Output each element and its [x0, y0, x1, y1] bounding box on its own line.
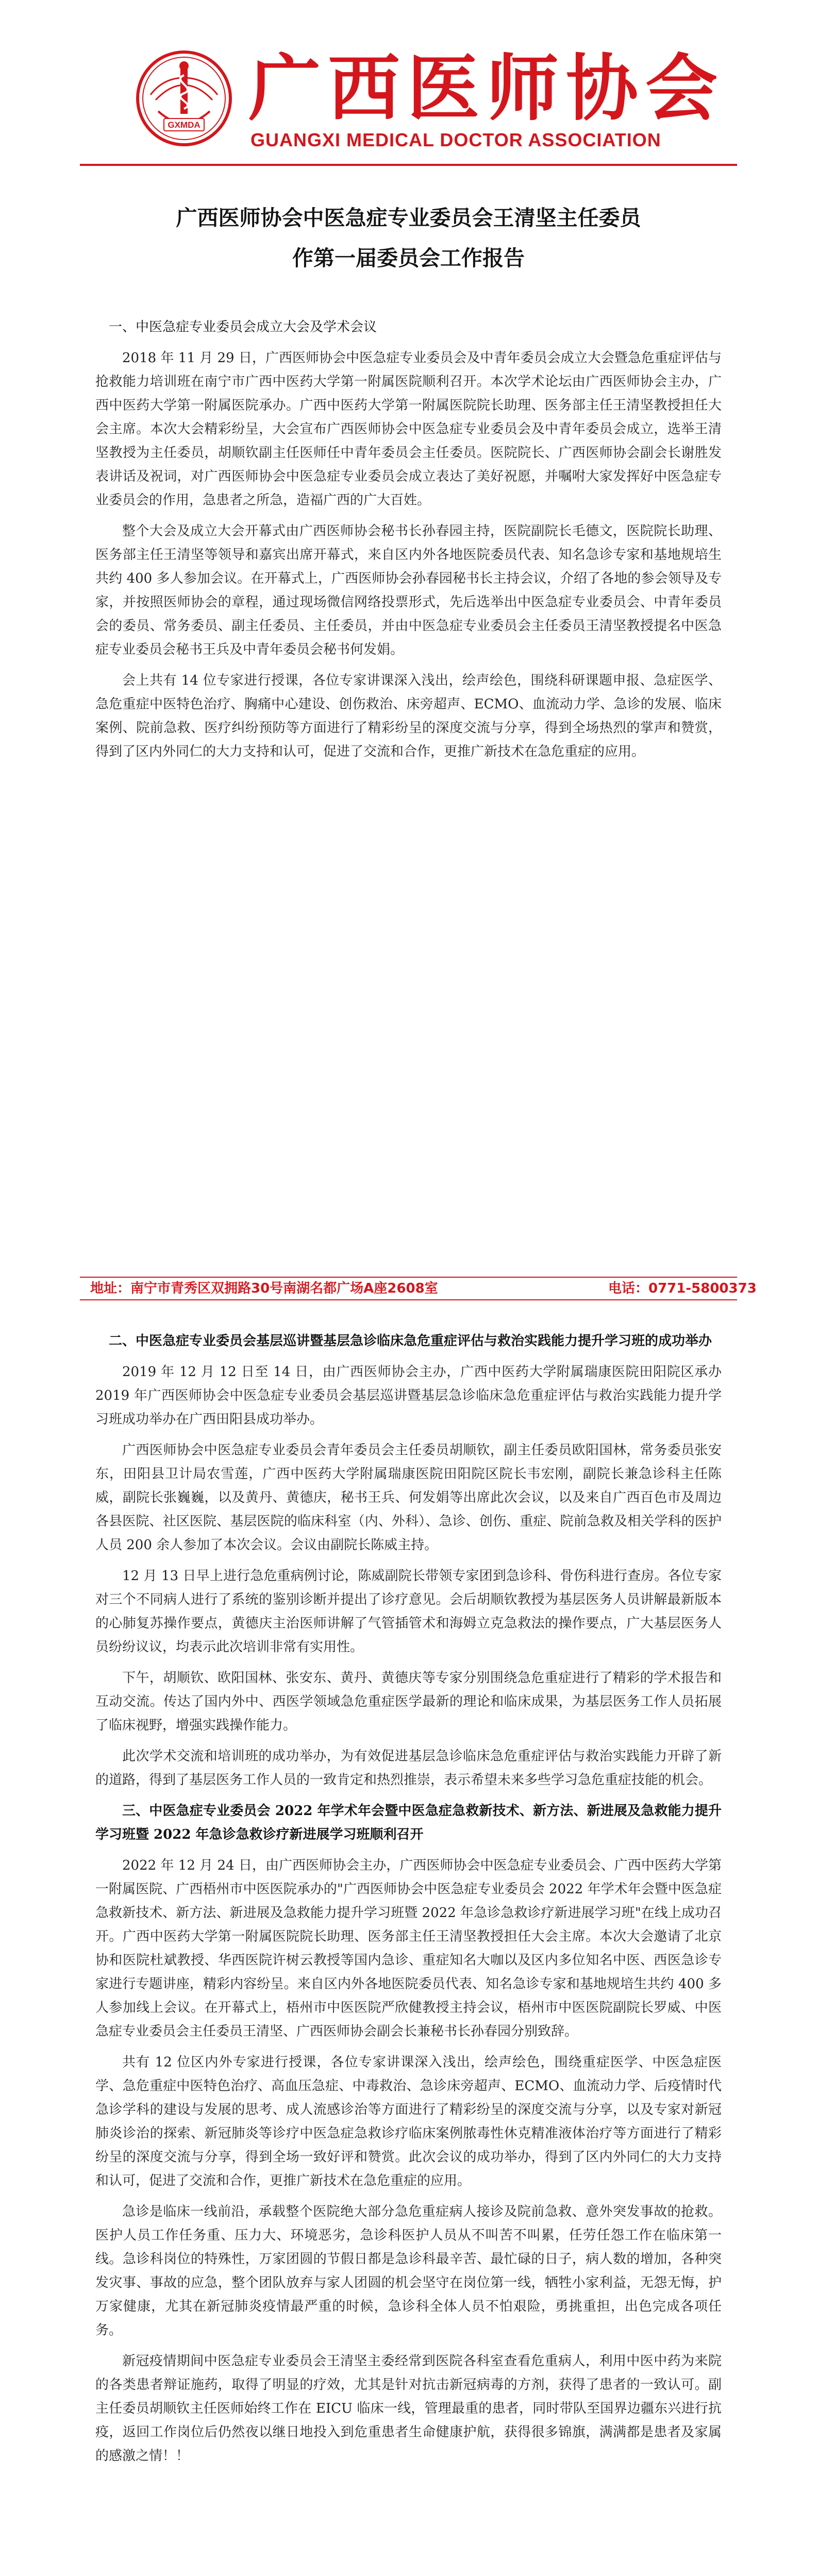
section-2-paragraph: 此次学术交流和培训班的成功举办，为有效促进基层急诊临床急危重症评估与救治实践能力开辟了新的道路，得到了基层医务工作人员的一致肯定和热烈推崇，表示希望未来多些学习急危重症技能的机会。 — [95, 1749, 722, 1788]
logo-text: GXMDA — [168, 120, 201, 130]
header-divider — [80, 164, 737, 166]
document-title-line-1: 广西医师协会中医急症专业委员会王清坚主任委员 — [176, 206, 641, 230]
section-2 — [95, 1329, 722, 2468]
section-1-heading: 一、中医急症专业委员会成立大会及学术会议 — [109, 319, 377, 335]
association-logo-icon — [135, 49, 233, 147]
footer-divider-top — [80, 1277, 737, 1278]
org-name-cn: 广西医师协会 — [248, 47, 725, 131]
footer-address-bar — [0, 1277, 818, 1300]
section-1-paragraph: 会上共有 14 位专家进行授课，各位专家讲课深入浅出，绘声绘色，围绕科研课题申报、急症医学、急危重症中医特色治疗、胸痛中心建设、创伤救治、床旁超声、ECMO、血流动力学、急诊的发展、临床案例、院前急救、医疗纠纷预防等方面进行了精彩纷呈的深度交流与分享，得到全场热烈的掌声和赞赏，得到了区内外同仁的大力支持和认可，促进了交流和合作，更推广新技术在急危重症的应用。 — [95, 673, 722, 759]
section-3-paragraph: 新冠疫情期间中医急症专业委员会王清坚主委经常到医院各科室查看危重病人，利用中医中药为来院的各类患者辩证施药，取得了明显的疗效，尤其是针对抗击新冠病毒的方剂，获得了患者的一致认可。副主任委员胡顺钦主任医师始终工作在 EICU 临床一线，管理最重的患者，同时带队至国界边疆东兴进行抗疫，返回工作岗位后仍然夜以继日地投入到危重患者生命健康护航，获得很多锦旗，满满都是患者及家属的感激之情！！ — [95, 2353, 722, 2464]
section-2-paragraph: 广西医师协会中医急症专业委员会青年委员会主任委员胡顺钦，副主任委员欧阳国林，常务委员张安东，田阳县卫计局农雪莲，广西中医药大学附属瑞康医院田阳院区院长韦宏刚，副院长兼急诊科主任陈威，副院长张巍巍，以及黄丹、黄德庆，秘书王兵、何发娟等出席此次会议，以及来自广西百色市及周边各县医院、社区医院、基层医院的临床科室（内、外科）、急诊、创伤、重症、院前急救及相关学科的医护人员 200 余人参加了本次会议。会议由副院长陈威主持。 — [95, 1443, 722, 1553]
footer-phone: 电话：0771-5800373 — [608, 1281, 757, 1296]
section-2-heading: 二、中医急症专业委员会基层巡讲暨基层急诊临床急危重症评估与救治实践能力提升学习班的成功举办 — [109, 1333, 712, 1349]
letterhead — [0, 0, 818, 170]
section-3-paragraph: 2022 年 12 月 24 日，由广西医师协会主办，广西医师协会中医急症专业委员会、广西中医药大学第一附属医院、广西梧州市中医医院承办的"广西医师协会中医急症专业委员会 2022 年学术年会暨中医急症急救新技术、新方法、新进展及急救能力提升学习班暨 2022 年急诊急救诊疗新进展学习班"在线上成功召开。广西中医药大学第一附属医院院长助理、医务部主任王清坚教授担任大会主席。本次大会邀请了北京协和医院杜斌教授、华西医院许树云教授等国内急诊、重症知名大咖以及区内多位知名中医、西医急诊专家进行专题讲座，精彩内容纷呈。来自区内外各地医院委员代表、知名急诊专家和基地规培生共约 400 多人参加线上会议。在开幕式上，梧州市中医医院严欣健教授主持会议，梧州市中医医院副院长罗威、中医急症专业委员会主任委员王清坚、广西医师协会副会长兼秘书长孙春园分别致辞。 — [95, 1858, 722, 2039]
section-3-paragraph: 共有 12 位区内外专家进行授课，各位专家讲课深入浅出，绘声绘色，围绕重症医学、中医急症医学、急危重症中医特色治疗、高血压急症、中毒救治、急诊床旁超声、ECMO、血流动力学、后疫情时代急诊学科的建设与发展的思考、成人流感诊治等方面进行了精彩纷呈的深度交流与分享，以及专家对新冠肺炎诊治的探索、新冠肺炎等诊疗中医急症急救诊疗临床案例脓毒性休克精准液体治疗等方面进行了精彩纷呈的深度交流与分享，得到全场一致好评和赞赏。此次会议的成功举办，得到了区内外同仁的大力支持和认可，促进了交流和合作，更推广新技术在急危重症的应用。 — [95, 2055, 722, 2189]
org-name-en: GUANGXI MEDICAL DOCTOR ASSOCIATION — [251, 129, 661, 150]
document-title-line-2: 作第一届委员会工作报告 — [292, 246, 525, 270]
section-1-paragraph: 2018 年 11 月 29 日，广西医师协会中医急症专业委员会及中青年委员会成立大会暨急危重症评估与抢救能力培训班在南宁市广西中医药大学第一附属医院顺利召开。本次学术论坛由广西医师协会主办，广西中医药大学第一附属医院承办。广西中医药大学第一附属医院院长助理、医务部主任王清坚教授担任大会主席。本次大会精彩纷呈，大会宣布广西医师协会中医急症专业委员会及中青年委员会成立，选举王清坚教授为主任委员，胡顺钦副主任医师任中青年委员会主任委员。医院院长、广西医师协会副会长谢胜发表讲话及祝词，对广西医师协会中医急症专业委员会成立表达了美好祝愿，并嘱咐大家发挥好中医急症专业委员会的作用，急患者之所急，造福广西的广大百姓。 — [95, 350, 722, 508]
section-2-paragraph: 2019 年 12 月 12 日至 14 日，由广西医师协会主办，广西中医药大学附属瑞康医院田阳院区承办 2019 年广西医师协会中医急症专业委员会基层巡讲暨基层急诊临床急危重症评估与救治实践能力提升学习班成功举办在广西田阳县成功举办。 — [95, 1364, 722, 1427]
section-1 — [95, 315, 722, 764]
footer-divider-bottom — [80, 1299, 737, 1300]
section-3-heading: 三、中医急症专业委员会 2022 年学术年会暨中医急症急救新技术、新方法、新进展及急救能力提升学习班暨 2022 年急诊急救诊疗新进展学习班顺利召开 — [95, 1803, 722, 1842]
document-title — [80, 198, 737, 278]
section-2-paragraph: 12 月 13 日早上进行急危重病例讨论，陈威副院长带领专家团到急诊科、骨伤科进行查房。各位专家对三个不同病人进行了系统的鉴别诊断并提出了诊疗意见。会后胡顺钦教授为基层医务人员讲解最新版本的心肺复苏操作要点，黄德庆主治医师讲解了气管插管术和海姆立克急救法的操作要点，广大基层医务人员纷纷议议，均表示此次培训非常有实用性。 — [95, 1568, 722, 1655]
section-2-paragraph: 下午，胡顺钦、欧阳国林、张安东、黄丹、黄德庆等专家分别围绕急危重症进行了精彩的学术报告和互动交流。传达了国内外中、西医学领域急危重症医学最新的理论和临床成果，为基层医务工作人员拓展了临床视野，增强实践操作能力。 — [95, 1670, 722, 1733]
section-1-paragraph: 整个大会及成立大会开幕式由广西医师协会秘书长孙春园主持，医院副院长毛德文，医院院长助理、医务部主任王清坚等领导和嘉宾出席开幕式，来自区内外各地医院委员代表、知名急诊专家和基地规培生共约 400 多人参加会议。在开幕式上，广西医师协会孙春园秘书长主持会议，介绍了各地的参会领导及专家，并按照医师协会的章程，通过现场微信网络投票形式，先后选举出中医急症专业委员会、中青年委员会的委员、常务委员、副主任委员、主任委员，并由中医急症专业委员会主任委员王清坚教授提名中医急症专业委员会秘书王兵及中青年委员会秘书何发娟。 — [95, 523, 722, 657]
section-3-paragraph: 急诊是临床一线前沿，承载整个医院绝大部分急危重症病人接诊及院前急救、意外突发事故的抢救。医护人员工作任务重、压力大、环境恶劣，急诊科医护人员从不叫苦不叫累，任劳任怨工作在临床第一线。急诊科岗位的特殊性，万家团圆的节假日都是急诊科最辛苦、最忙碌的日子，病人数的增加，各种突发灾事、事故的应急，整个团队放弃与家人团圆的机会坚守在岗位第一线，牺牲小家利益，无怨无悔，护万家健康，尤其在新冠肺炎疫情最严重的时候，急诊科全体人员不怕艰险，勇挑重担，出色完成各项任务。 — [95, 2204, 722, 2338]
footer-address: 地址：南宁市青秀区双拥路30号南湖名都广场A座2608室 — [90, 1281, 438, 1296]
